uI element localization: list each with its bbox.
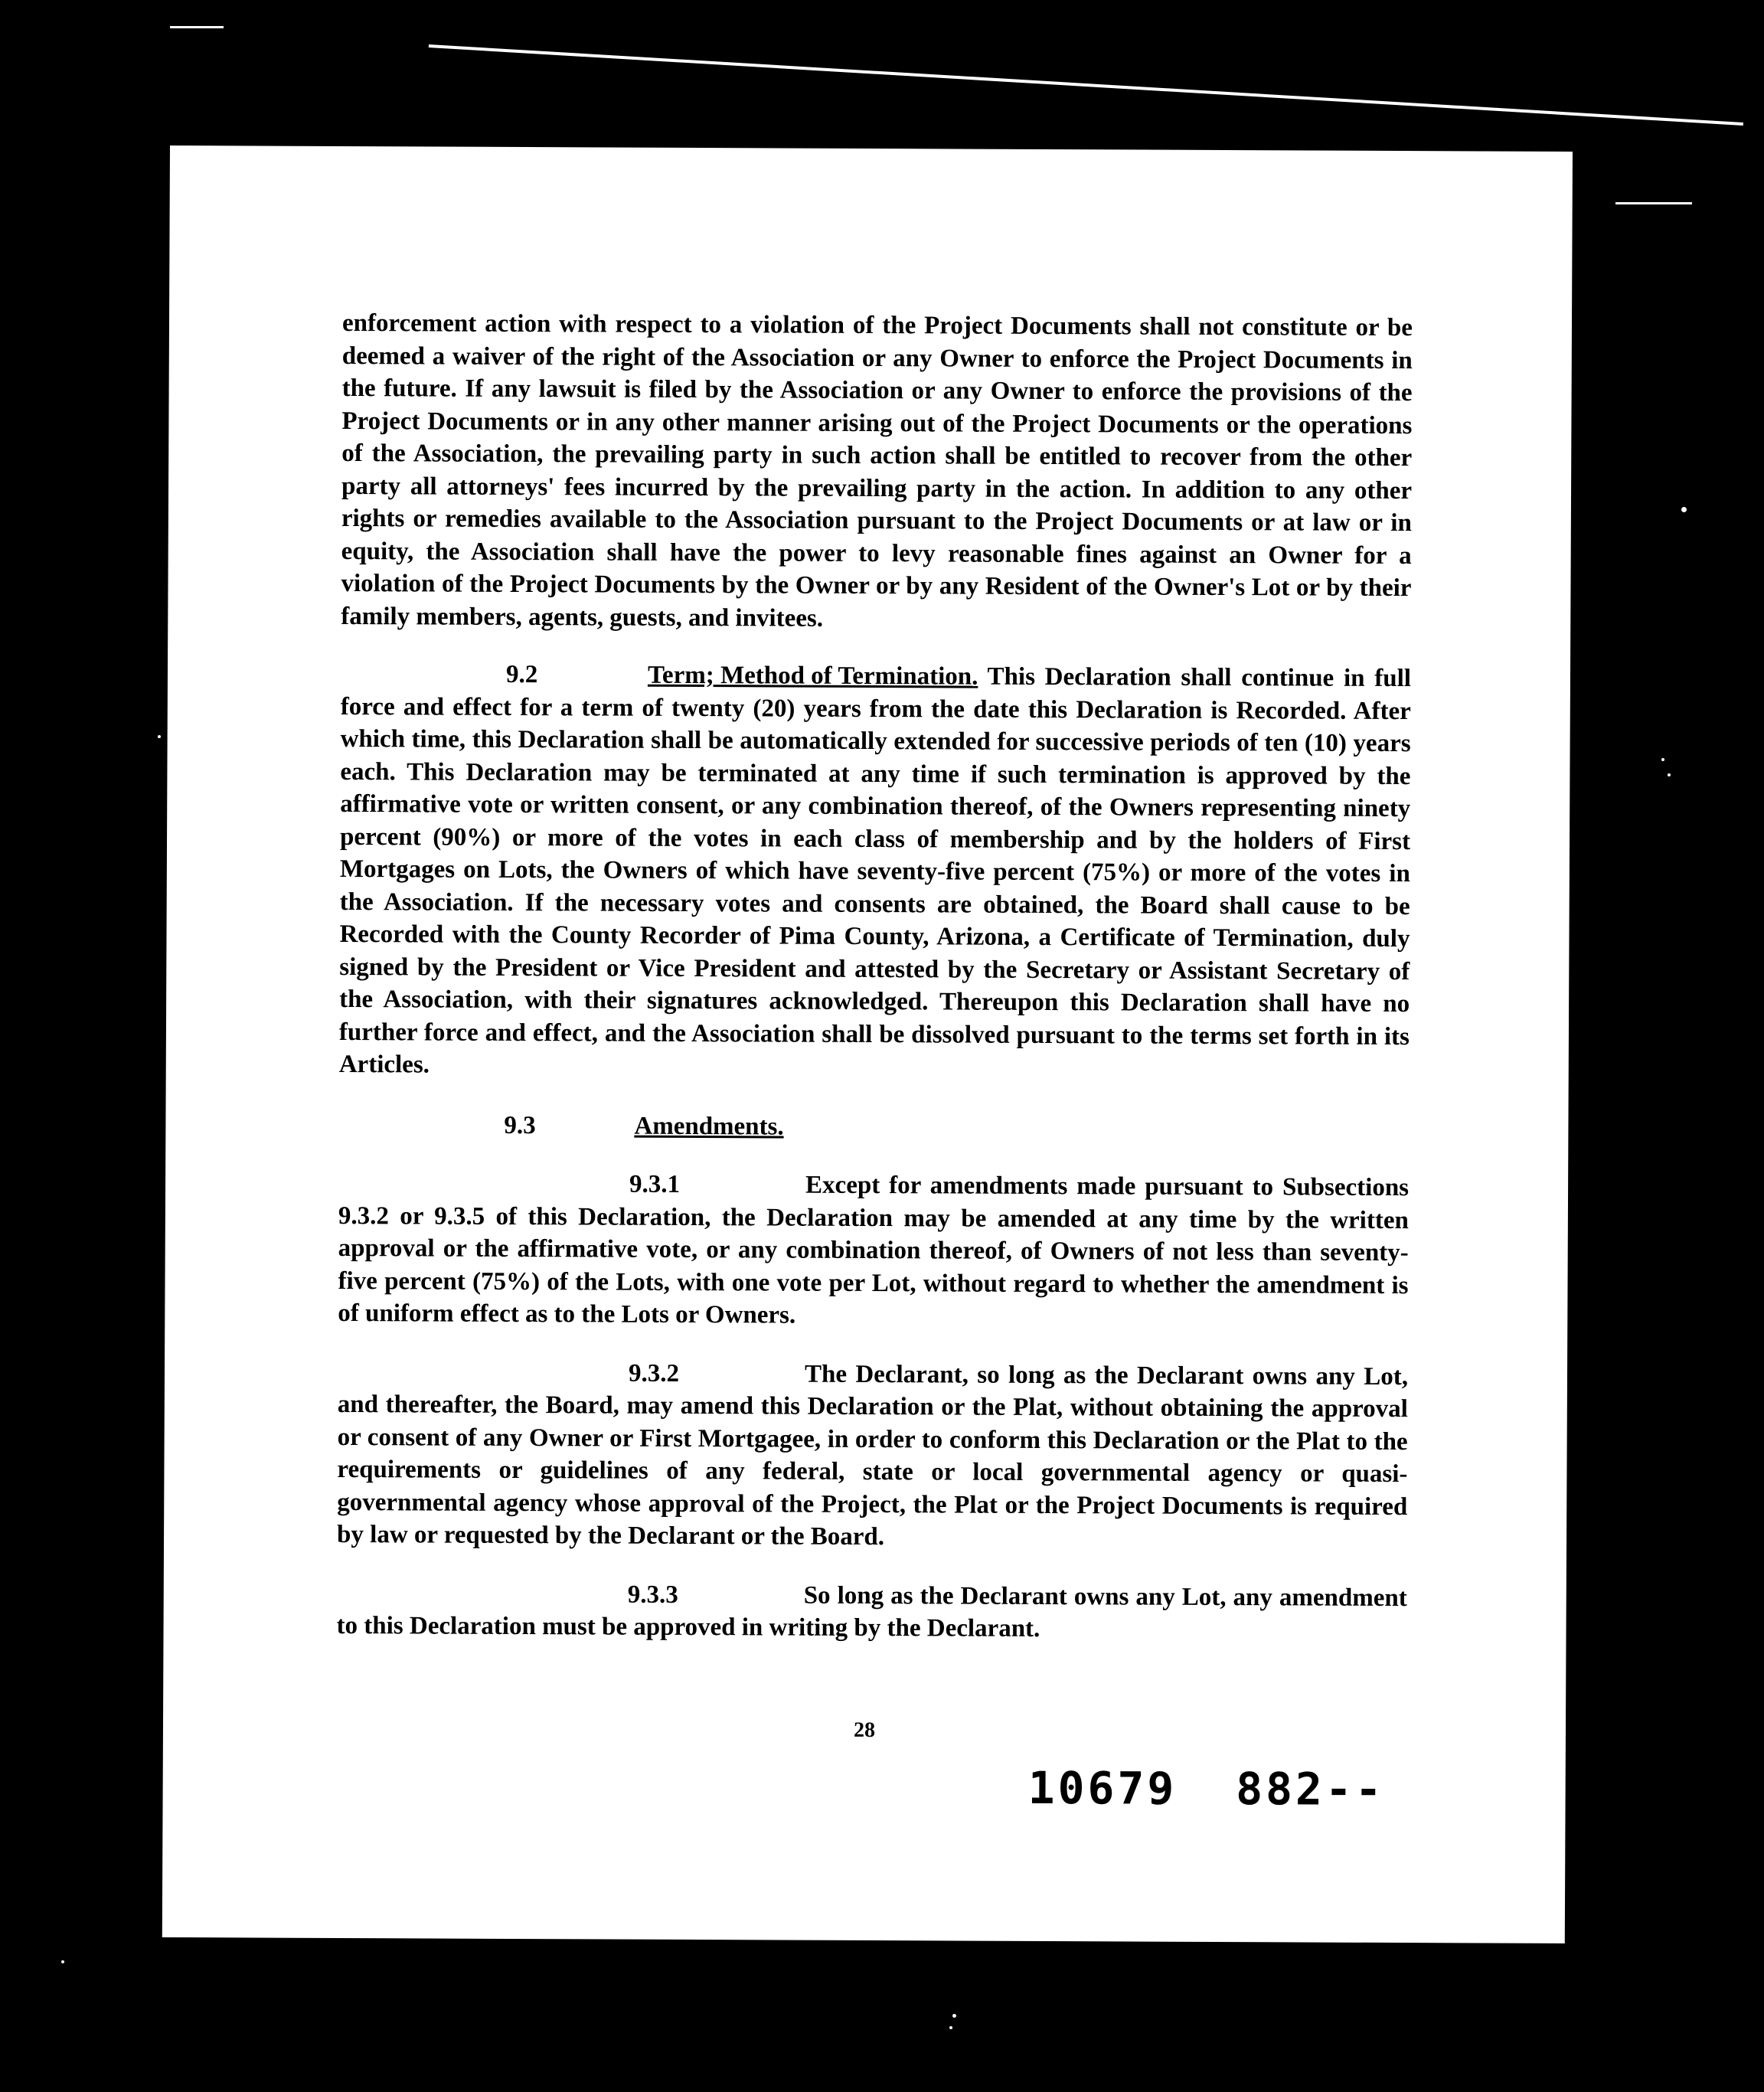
subsection-text: So long as the Declarant owns any Lot, any amendment to this Declaration must be approved in writing by the Declarant. bbox=[336, 1581, 1407, 1643]
scan-streak bbox=[429, 44, 1743, 126]
scan-speck bbox=[952, 2014, 956, 2018]
subsection-number: 9.3.2 bbox=[628, 1359, 680, 1388]
section-number: 9.3 bbox=[504, 1111, 536, 1139]
subsection-text: Except for amendments made pursuant to Subsections 9.3.2 or 9.3.5 of this Declaration, the Declaration may be amended at any time by the written approval or the affirmative vote, or any combination thereof, of Owners of not less than seventy-five percent (75%) of the Lots, with one vote per Lot, without regard to whether the amendment is of uniform effect as to the Lots or Owners. bbox=[338, 1171, 1410, 1329]
scan-speck bbox=[61, 1960, 64, 1963]
section-number: 9.2 bbox=[505, 660, 538, 689]
scan-speck bbox=[1661, 758, 1664, 761]
subsection-text: The Declarant, so long as the Declarant owns any Lot, and thereafter, the Board, may amend this Declaration or the Plat, without obtaining the approval or consent of any Owner or First Mortgagee, in order to conform this Declaration or the Plat to the requirements or guidelines of any federal, state or local governmental agency or quasi-governmental agency whose approval of the Project, the Plat or the Project Documents is required by law or requested by the Declarant or the Board. bbox=[337, 1360, 1409, 1551]
recording-stamp: 10679 882-- bbox=[1027, 1761, 1385, 1816]
subsection-9-3-3 bbox=[336, 1577, 1406, 1646]
scan-speck bbox=[1668, 773, 1671, 776]
subsection-9-3-2 bbox=[337, 1355, 1408, 1555]
subsection-9-3-1 bbox=[338, 1167, 1409, 1335]
subsection-number: 9.3.3 bbox=[627, 1580, 678, 1609]
scan-streak bbox=[1615, 202, 1692, 204]
scan-speck bbox=[949, 2026, 952, 2029]
section-text: This Declaration shall continue in full force and effect for a term of twenty (20) years from the date this Declaration is Recorded. After which time, this Declaration shall be automatically extended for successive periods of ten (10) years each. This Declaration may be terminated at any time if such termination is approved by the affirmative vote or written consent, or any combination thereof, of the Owners representing ninety percent (90%) or more of the votes in each class of membership and by the holders of First Mortgages on Lots, the Owners of which have seventy-five percent (75%) or more of the votes in the Association. If the necessary votes and consents are obtained, the Board shall cause to be Recorded with the County Recorder of Pima County, Arizona, a Certificate of Termination, duly signed by the President or Vice President and attested by the Secretary or Assistant Secretary of the Association, with their signatures acknowledged. Thereupon this Declaration shall have no further force and effect, and the Association shall be dissolved pursuant to the terms set forth in its Articles. bbox=[338, 662, 1412, 1079]
document-body bbox=[336, 307, 1413, 1647]
scan-streak bbox=[170, 26, 224, 28]
scan-speck bbox=[158, 735, 161, 738]
section-9-3-heading bbox=[338, 1108, 1409, 1146]
scan-speck bbox=[1681, 507, 1687, 512]
intro-paragraph: enforcement action with respect to a violation of the Project Documents shall not constitute or be deemed a waiver of the right of the Association or any Owner to enforce the Project Documents in the future. If any lawsuit is filed by the Association or any Owner to enforce the provisions of the Project Documents or in any other manner arising out of the Project Documents or the operations of the Association, the prevailing party in such action shall be entitled to recover from the other party all attorneys' fees incurred by the prevailing party in the action. In addition to any other rights or remedies available to the Association pursuant to the Project Documents or at law or in equity, the Association shall have the power to levy reasonable fines against an Owner for a violation of the Project Documents by the Owner or by any Resident of the Owner's Lot or by their family members, agents, guests, and invitees. bbox=[341, 309, 1413, 633]
section-title: Amendments. bbox=[634, 1112, 784, 1141]
document-page bbox=[162, 145, 1573, 1943]
subsection-number: 9.3.1 bbox=[629, 1170, 681, 1198]
section-title: Term; Method of Termination. bbox=[647, 661, 978, 691]
page-number: 28 bbox=[853, 1718, 876, 1743]
section-9-2 bbox=[339, 658, 1411, 1086]
